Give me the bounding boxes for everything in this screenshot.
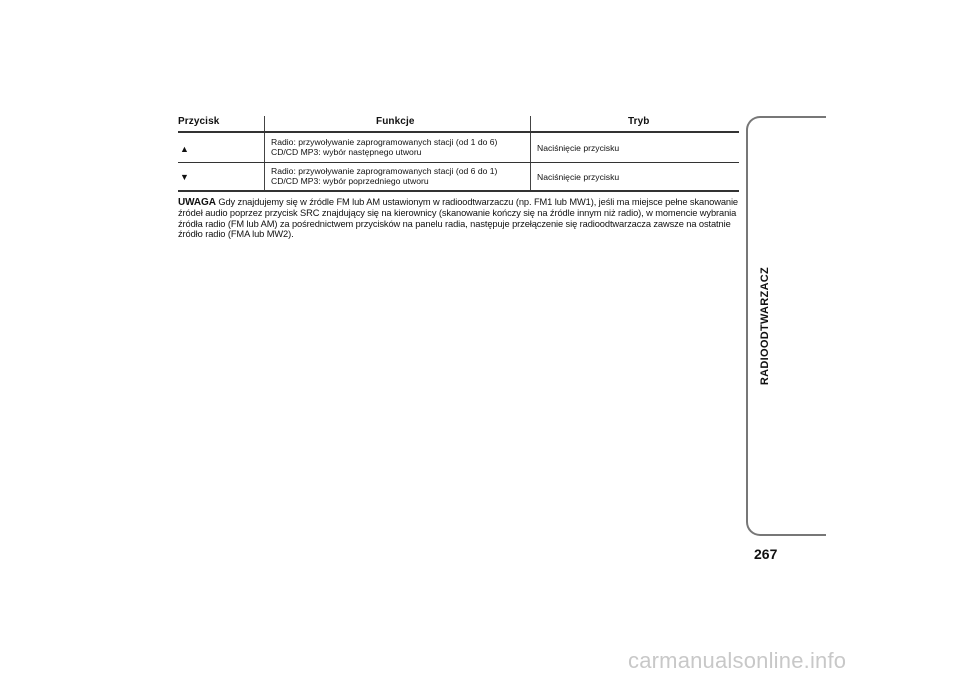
row-rule bbox=[178, 162, 739, 163]
page-number: 267 bbox=[754, 546, 778, 562]
function-line: Radio: przywoływanie zaprogramowanych stacji (od 1 do 6) bbox=[271, 137, 498, 147]
function-line: CD/CD MP3: wybór poprzedniego utworu bbox=[271, 175, 429, 186]
row-1-mode: Naciśnięcie przycisku bbox=[537, 143, 620, 153]
down-arrow-icon: ▼ bbox=[180, 172, 189, 182]
header-rule bbox=[178, 131, 739, 133]
note-label: UWAGA bbox=[178, 197, 216, 208]
up-arrow-icon: ▲ bbox=[180, 144, 189, 154]
row-2-function bbox=[271, 167, 526, 186]
watermark: carmanualsonline.info bbox=[628, 648, 847, 673]
function-line: CD/CD MP3: wybór następnego utworu bbox=[271, 146, 422, 157]
note-paragraph bbox=[178, 197, 738, 239]
row-2-mode: Naciśnięcie przycisku bbox=[537, 172, 620, 182]
chapter-label: RADIOODTWARZACZ bbox=[759, 266, 771, 386]
header-tryb: Tryb bbox=[628, 116, 650, 127]
column-divider bbox=[530, 116, 531, 190]
row-1-function bbox=[271, 138, 526, 157]
header-funkcje: Funkcje bbox=[376, 116, 415, 127]
column-divider bbox=[264, 116, 265, 190]
header-przycisk: Przycisk bbox=[178, 116, 220, 127]
note-text: Gdy znajdujemy się w źródle FM lub AM ustawionym w radioodtwarzaczu (np. FM1 lub MW1), jeśli ma miejsce pełne skanowanie źródeł audio poprzez przycisk SRC znajdujący się na kierownicy (skanowanie kończy się na źródle innym niż radio), w momencie wybrania źródła radio (FM lub AM) za pośrednictwem przycisków na panelu radia, następuje przełączenie się radioodtwarzacza zawsze na ostatnie źródło radio (FMA lub MW2). bbox=[178, 197, 739, 239]
chapter-tab bbox=[746, 116, 826, 536]
function-line: Radio: przywoływanie zaprogramowanych stacji (od 6 do 1) bbox=[271, 166, 498, 176]
table-bottom-rule bbox=[178, 190, 739, 192]
